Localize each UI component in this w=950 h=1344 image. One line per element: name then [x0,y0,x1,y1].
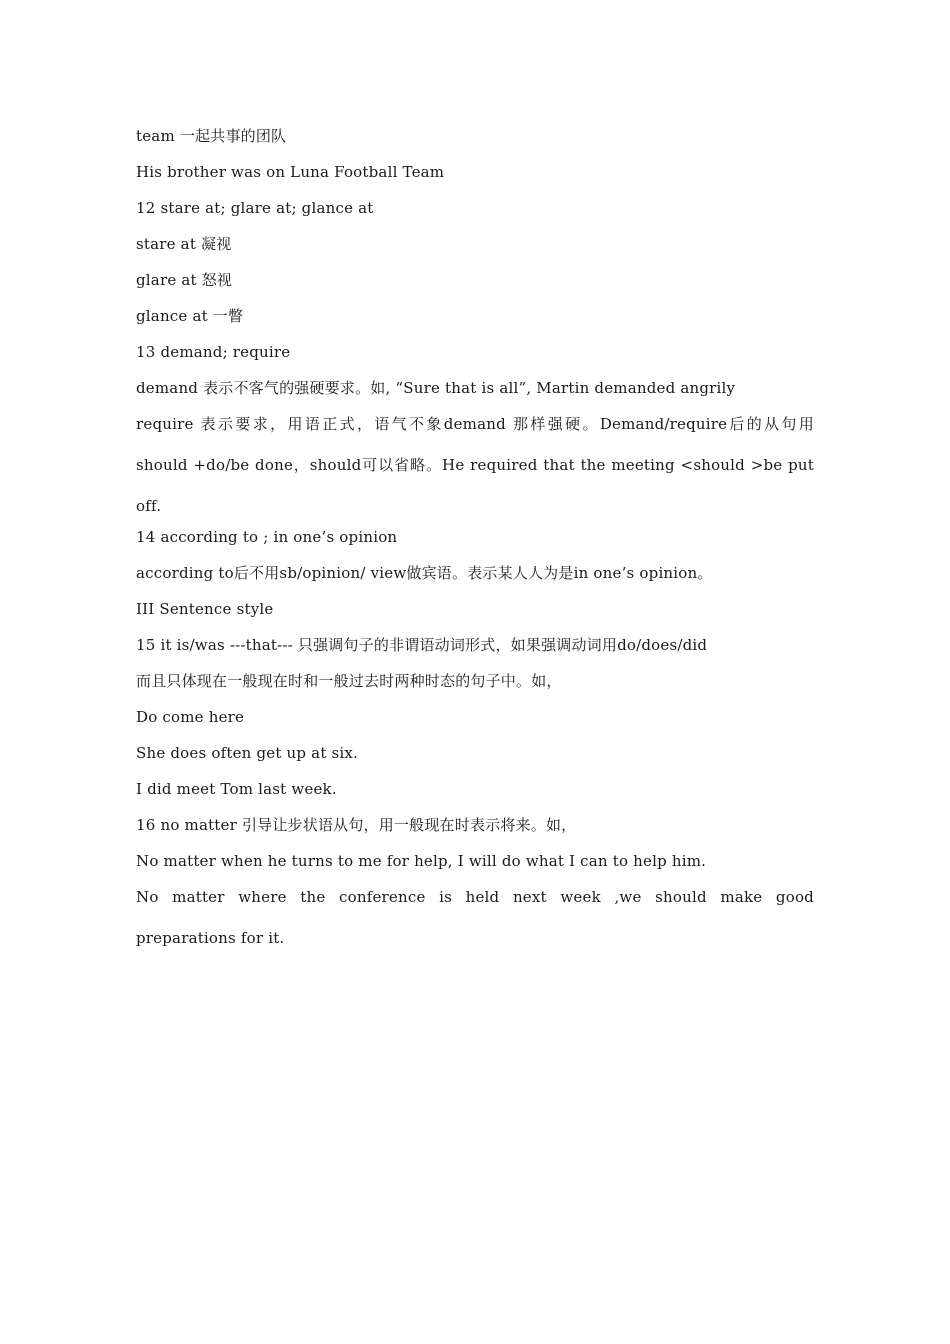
text-line: I did meet Tom last week. [136,780,337,798]
text-line: demand 表示不客气的强硬要求。如, “Sure that is all”, Martin demanded angrily [136,379,736,397]
text-line: His brother was on Luna Football Team [136,163,445,181]
text-line: 15 it is/was ---that--- 只强调句子的非谓语动词形式，如果强调动词用do/does/did [136,636,708,654]
text-line: 14 according to ; in one’s opinion [136,528,398,546]
text-line: according to后不用sb/opinion/ view做宾语。表示某人人为是in one’s opinion。 [136,564,713,582]
text-line: Do come here [136,708,245,726]
paragraph-conference: No matter where the conference is held next week ,we should make good preparations for it. [136,888,814,947]
document-body [136,124,814,957]
text-line: glare at 怒视 [136,271,233,289]
paragraph-require: require 表示要求，用语正式，语气不象demand 那样强硬。Demand/require后的从句用 should +do/be done，should可以省略。He required that the meeting <should >be put off. [136,415,814,515]
text-line: team 一起共事的团队 [136,127,287,145]
text-line: She does often get up at six. [136,744,359,762]
text-line: glance at 一瞥 [136,307,244,325]
text-line: 而且只体现在一般现在时和一般过去时两种时态的句子中。如， [136,672,562,690]
text-line: 16 no matter 引导让步状语从句，用一般现在时表示将来。如， [136,816,577,834]
text-line: 13 demand; require [136,343,291,361]
text-line: No matter when he turns to me for help, I will do what I can to help him. [136,852,707,870]
text-line: stare at 凝视 [136,235,232,253]
text-line: 12 stare at; glare at; glance at [136,199,374,217]
text-line: III Sentence style [136,600,274,618]
